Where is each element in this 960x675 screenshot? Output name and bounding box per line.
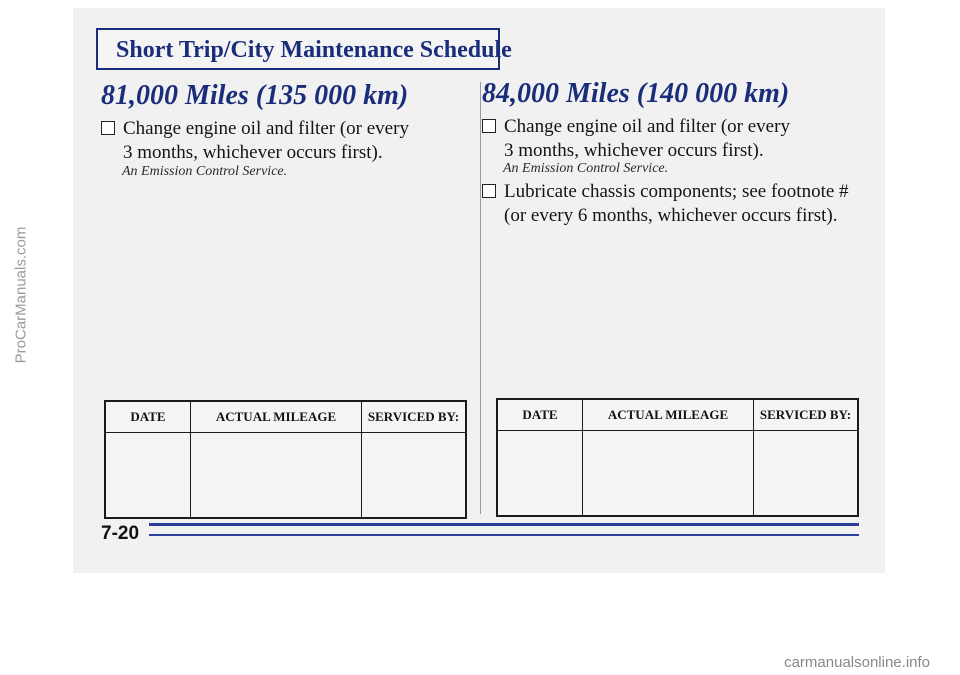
right-service-log-table: [496, 398, 859, 517]
col-actual-mileage: ACTUAL MILEAGE: [583, 399, 754, 431]
item-line: Change engine oil and filter (or every: [123, 118, 409, 139]
col-serviced-by: SERVICED BY:: [754, 399, 859, 431]
right-mileage-heading: 84,000 Miles (140 000 km): [482, 78, 790, 109]
schedule-title-box: [96, 28, 512, 70]
date-cell[interactable]: [497, 431, 583, 517]
col-serviced-by: SERVICED BY:: [362, 401, 467, 433]
side-watermark: [6, 205, 36, 385]
side-watermark-text: ProCarManuals.com: [12, 226, 30, 364]
item-line: Lubricate chassis components; see footnote #: [504, 181, 849, 202]
date-cell[interactable]: [105, 433, 191, 519]
col-date: DATE: [105, 401, 191, 433]
table-row: [497, 431, 858, 517]
table-row: [105, 433, 466, 519]
footer-rule: [149, 534, 859, 536]
table-header-row: [497, 399, 858, 431]
item-line: Change engine oil and filter (or every: [504, 116, 790, 137]
column-divider: [480, 82, 481, 514]
table-header-row: [105, 401, 466, 433]
page-number: 7-20: [101, 523, 140, 544]
col-actual-mileage: ACTUAL MILEAGE: [191, 401, 362, 433]
col-date: DATE: [497, 399, 583, 431]
mileage-cell[interactable]: [191, 433, 362, 519]
bottom-watermark: carmanualsonline.info: [784, 654, 930, 671]
left-mileage-heading: 81,000 Miles (135 000 km): [101, 80, 409, 111]
item-line: 3 months, whichever occurs first).: [504, 140, 764, 161]
item-line: (or every 6 months, whichever occurs first).: [504, 205, 838, 226]
checkbox-icon[interactable]: [482, 119, 496, 133]
right-service-item-2: [482, 180, 849, 228]
mileage-cell[interactable]: [583, 431, 754, 517]
left-service-log-table: [104, 400, 467, 519]
right-emission-note: An Emission Control Service.: [503, 161, 669, 176]
left-emission-note: An Emission Control Service.: [122, 164, 288, 179]
right-service-item-1: [482, 115, 790, 163]
left-service-item-1: [101, 117, 409, 165]
serviced-by-cell[interactable]: [754, 431, 859, 517]
checkbox-icon[interactable]: [482, 184, 496, 198]
footer-rule: [149, 523, 859, 526]
checkbox-icon[interactable]: [101, 121, 115, 135]
schedule-title: Short Trip/City Maintenance Schedule: [116, 37, 512, 63]
serviced-by-cell[interactable]: [362, 433, 467, 519]
item-line: 3 months, whichever occurs first).: [123, 142, 383, 163]
